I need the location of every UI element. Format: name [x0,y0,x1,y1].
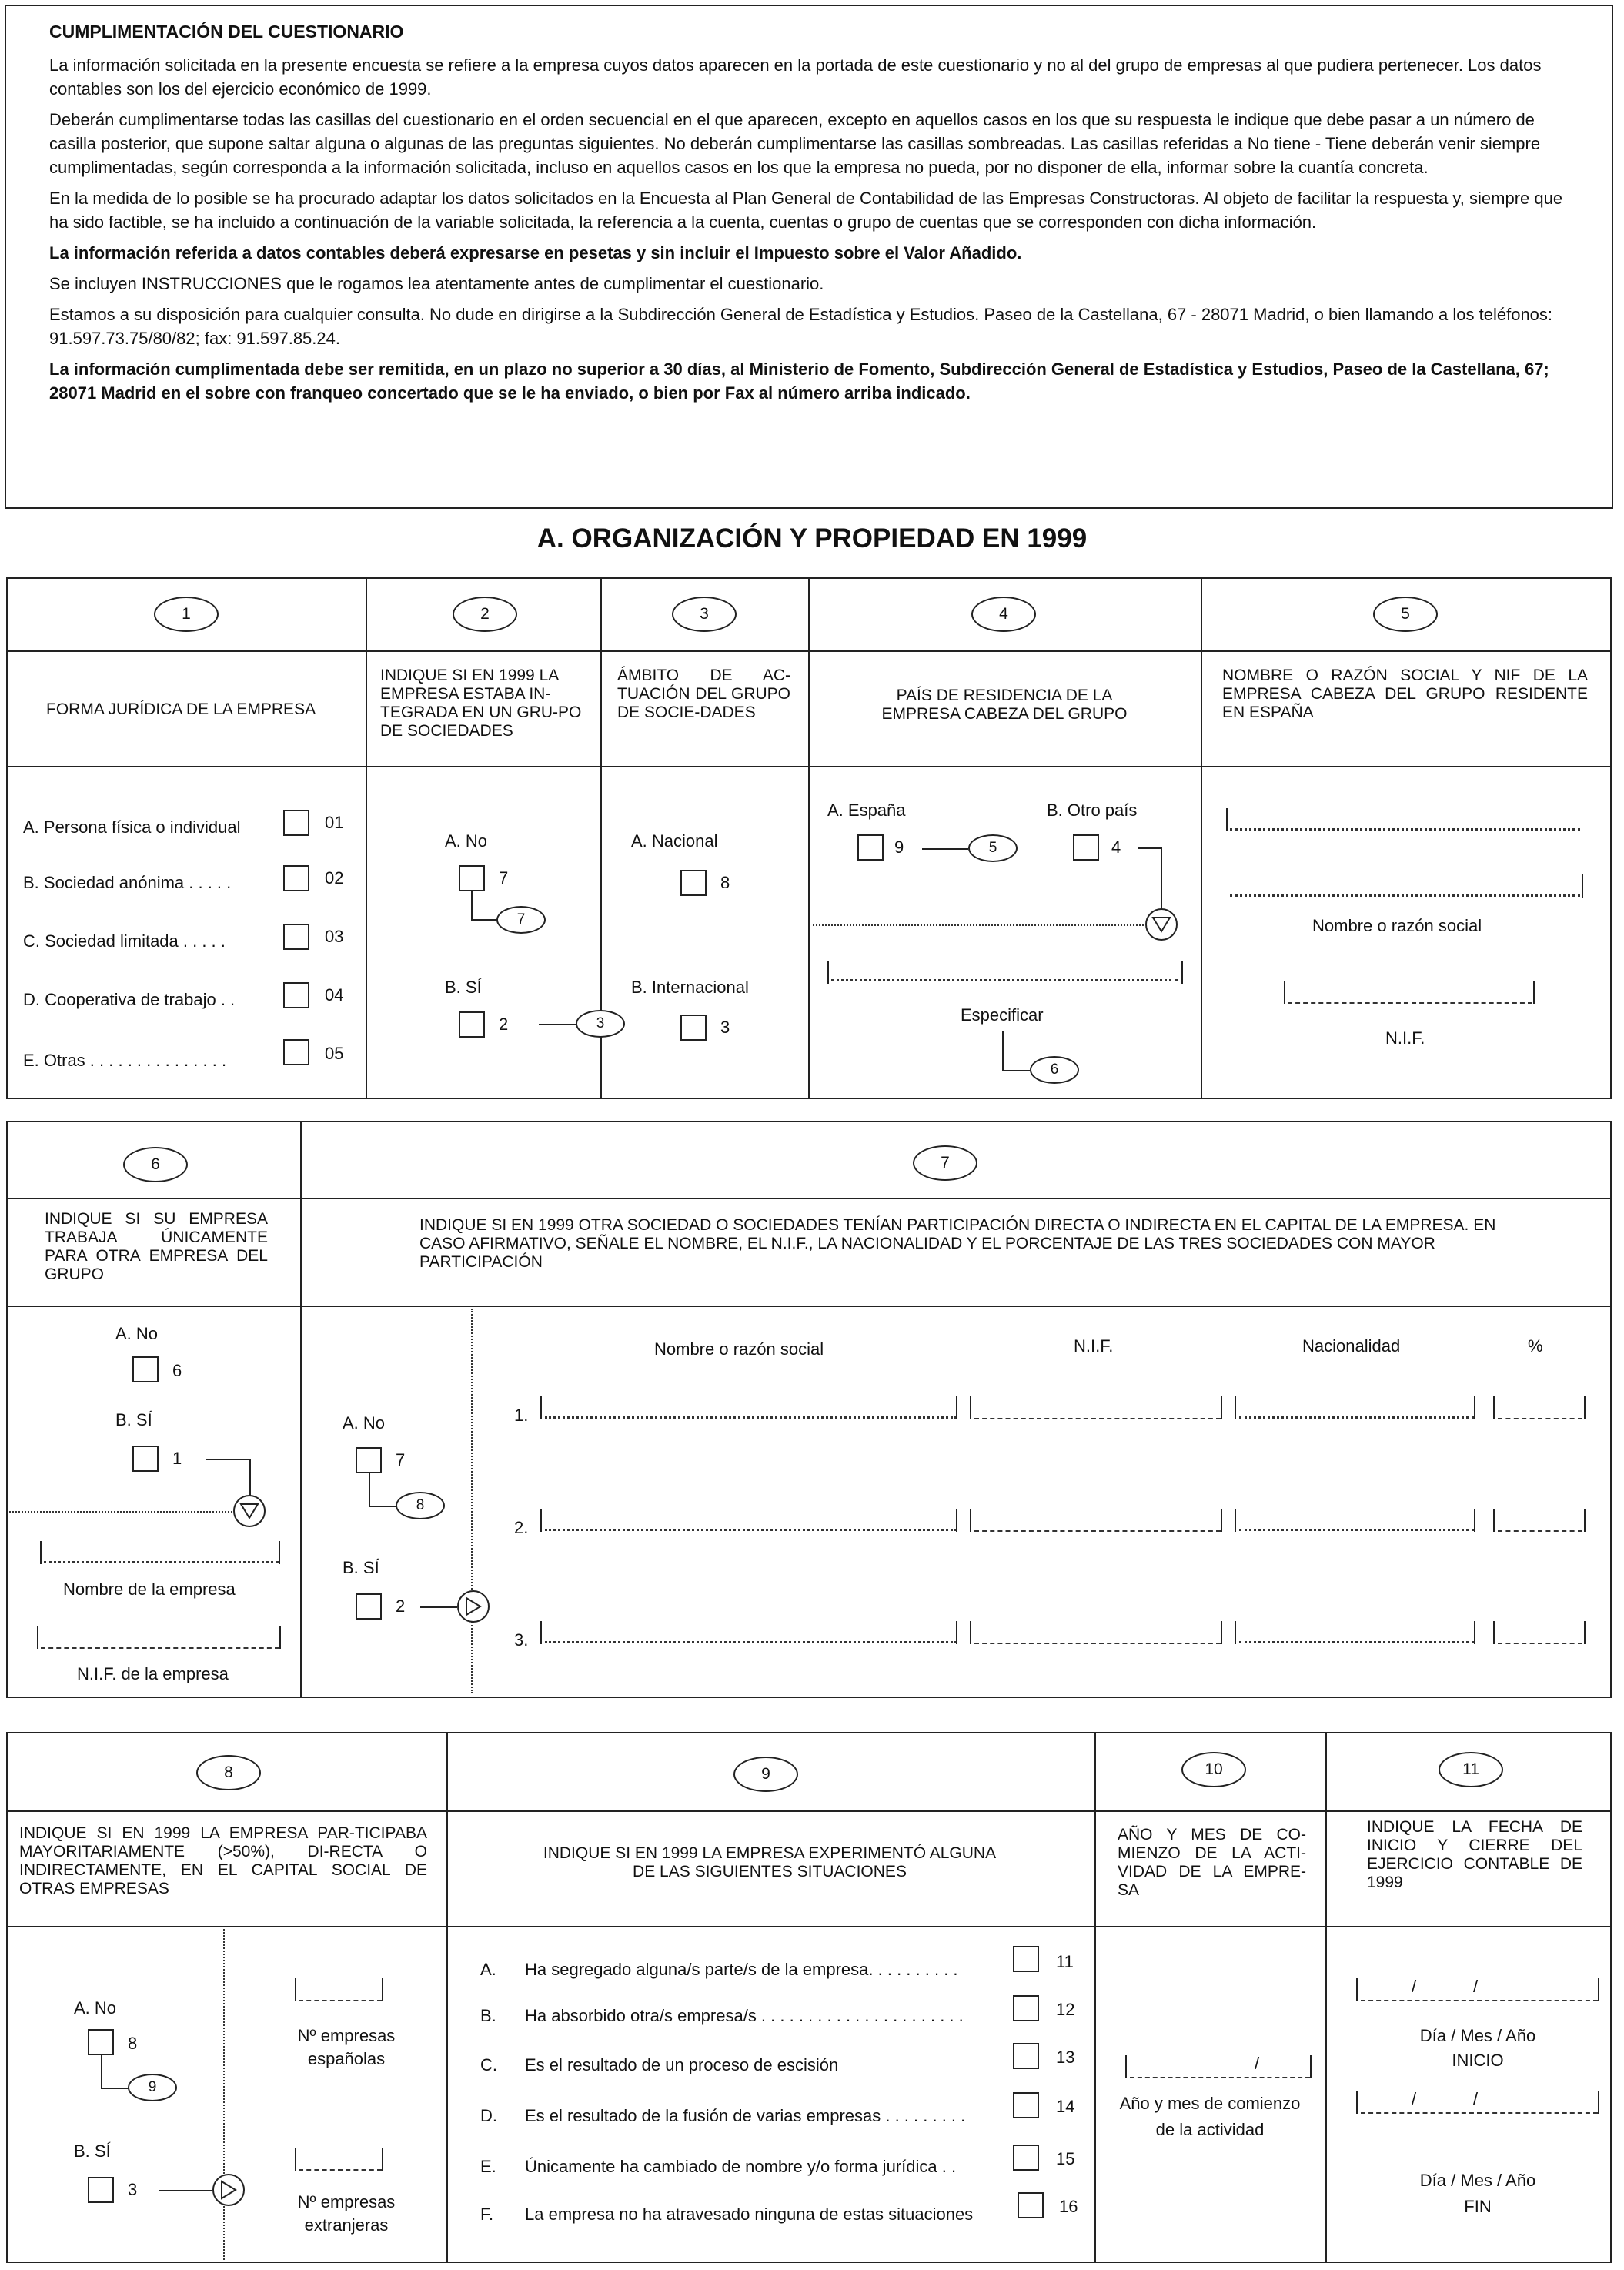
q1-checkbox-01[interactable] [283,810,309,836]
q7-r2-pct-right [1584,1509,1586,1532]
q9-opt-a-letter: A. [480,1960,496,1979]
q7-r1-pct-left [1493,1396,1495,1419]
q5-field1-left [1226,808,1228,831]
q5-nif-field[interactable] [1288,1002,1532,1004]
q8-arrow-line [159,2190,212,2191]
q8-esp-label-1: Nº empresas [297,2026,396,2045]
q6-checkbox-1[interactable] [132,1446,159,1472]
q11-start-field[interactable] [1361,2000,1598,2001]
q6-name-field[interactable] [44,1561,279,1563]
q7-r1-nat-right [1474,1396,1475,1419]
q11-start-right [1598,1978,1599,2001]
q2-code-7: 7 [499,868,509,888]
q1-opt-a: A. Persona física o individual [23,817,241,837]
q4-opt-a: A. España [827,801,906,820]
q2-checkbox-2[interactable] [459,1011,485,1038]
q9-checkbox-14[interactable] [1013,2092,1039,2118]
q6-arrow-line-h [206,1459,251,1460]
q7-row-2: 2. [514,1518,529,1537]
q9-code-12: 12 [1056,2000,1075,2019]
q1-checkbox-04[interactable] [283,982,309,1008]
intro-p6: Estamos a su disposición para cualquier consulta. No dude en dirigirse a la Subdirección General de Estadística y Estudios. Paseo de la Castellana, 67 - 28071 Madrid, o bien llamando a los teléfonos: 91.597.73.75/80/82; fax: 91.597.85.24. [49,305,1553,348]
q11-end-right [1598,2091,1599,2114]
q4-field-left [827,961,829,984]
q8-code-8: 8 [128,2034,138,2053]
q7-r1-nif-right [1221,1396,1222,1419]
q7-r3-nat-right [1474,1621,1475,1644]
q11-header: INDIQUE LA FECHA DE INICIO Y CIERRE DEL EJERCICIO CONTABLE DE 1999 [1367,1818,1582,1891]
q7-dotted-divider [471,1309,473,1693]
q9-checkbox-16[interactable] [1018,2192,1044,2218]
q6-nif-field[interactable] [41,1647,279,1649]
q7-r3-nif-right [1221,1621,1222,1644]
q2-goto-3: 3 [576,1010,625,1038]
row2-divider-top [6,1198,1612,1199]
q10-field-left [1125,2055,1127,2078]
q1-checkbox-02[interactable] [283,865,309,891]
q11-start-slash-2: / [1473,1977,1479,1996]
q7-goto-8: 8 [396,1492,445,1519]
q5-name-label: Nombre o razón social [1312,916,1482,935]
q11-end-fmt: Día / Mes / Año [1419,2171,1536,2190]
q8-checkbox-8[interactable] [88,2029,114,2055]
q4-code-4: 4 [1111,837,1121,857]
q7-r1-name-field[interactable] [545,1416,957,1419]
q8-checkbox-3[interactable] [88,2177,114,2203]
q6-arrow-line-v [249,1459,251,1496]
q4-dotted-separator [813,924,1144,926]
q8-goto-line-v [101,2054,102,2088]
q1-checkbox-05[interactable] [283,1039,309,1065]
q7-opt-b: B. SÍ [343,1558,379,1577]
q5-number: 5 [1373,597,1438,632]
q7-row-3: 3. [514,1630,529,1650]
q3-opt-a: A. Nacional [631,831,718,851]
q9-opt-c-letter: C. [480,2055,497,2074]
q8-number: 8 [196,1755,261,1790]
row3-col2 [1094,1732,1096,2263]
q4-specify-label: Especificar [961,1005,1044,1025]
q9-checkbox-11[interactable] [1013,1946,1039,1972]
q6-header: INDIQUE SI SU EMPRESA TRABAJA ÚNICAMENTE PARA OTRA EMPRESA DEL GRUPO [45,1210,268,1283]
intro-p4: La información referida a datos contables deberá expresarse en pesetas y sin incluir el Impuesto sobre el Valor Añadido. [49,243,1022,262]
q9-opt-a: Ha segregado alguna/s parte/s de la empresa. . . . . . . . . . [525,1960,958,1979]
q11-end-slash-1: / [1412,2089,1417,2108]
q6-code-1: 1 [172,1449,182,1468]
q7-r2-name-right [956,1509,957,1532]
q4-goto-5: 5 [968,834,1018,862]
q11-start-slash-1: / [1412,1977,1417,1996]
q2-header: INDIQUE SI EN 1999 LA EMPRESA ESTABA IN-TEGRADA EN UN GRU-PO DE SOCIEDADES [380,667,582,740]
q1-checkbox-03[interactable] [283,924,309,950]
intro-p3: En la medida de lo posible se ha procurado adaptar los datos solicitados en la Encuesta al Plan General de Contabilidad de las Empresas Constructoras. Al objeto de facilitar la respuesta y, siempre que ha sido factible, se ha incluido a continuación de la variable solicitada, la referencia a la cuenta, cuentas o grupo de cuentas que se corresponden con dicha información. [49,189,1563,232]
q7-r2-nat-right [1474,1509,1475,1532]
q11-end-label: FIN [1464,2197,1492,2216]
q9-code-13: 13 [1056,2048,1075,2067]
q11-number: 11 [1439,1752,1503,1787]
q11-start-left [1356,1978,1358,2001]
q7-arrow-line [420,1606,457,1608]
q7-r2-name-left [540,1509,542,1532]
q2-goto-7: 7 [496,906,546,934]
q7-checkbox-2[interactable] [356,1593,382,1620]
q1-code-05: 05 [325,1044,344,1063]
q2-opt-b: B. SÍ [445,978,482,997]
q8-opt-a: A. No [74,1998,117,2018]
triangle-down-icon [233,1495,266,1527]
q7-r3-nat-left [1235,1621,1236,1644]
q2-number: 2 [453,597,517,632]
q2-code-2: 2 [499,1015,509,1034]
row1-col4 [1201,577,1202,1099]
row3-col1 [446,1732,448,2263]
q7-number: 7 [913,1145,977,1181]
q1-opt-b: B. Sociedad anónima . . . . . [23,873,232,892]
q1-header: FORMA JURÍDICA DE LA EMPRESA [46,700,316,718]
triangle-right-icon [212,2174,245,2206]
row2-box [6,1121,1612,1698]
q4-checkbox-4[interactable] [1073,834,1099,861]
q8-esp-label-2: españolas [307,2049,386,2068]
q5-name-field-2[interactable] [1230,894,1580,897]
row1-col1 [366,577,367,1099]
q9-checkbox-13[interactable] [1013,2043,1039,2069]
q7-r1-nif-field[interactable] [974,1418,1221,1419]
q3-checkbox-3[interactable] [680,1015,707,1041]
q7-r3-pct-right [1584,1621,1586,1644]
q4-arrow-line-h [1138,847,1161,849]
q7-r2-nif-field[interactable] [974,1530,1221,1532]
row2-col1 [300,1121,302,1698]
intro-heading: CUMPLIMENTACIÓN DEL CUESTIONARIO [49,22,404,42]
q4-opt-b: B. Otro país [1047,801,1138,820]
q5-header: NOMBRE O RAZÓN SOCIAL Y NIF DE LA EMPRESA CABEZA DEL GRUPO RESIDENTE EN ESPAÑA [1222,667,1588,721]
q7-r3-nif-field[interactable] [974,1643,1221,1644]
q3-opt-b: B. Internacional [631,978,749,997]
q7-col-nat: Nacionalidad [1302,1336,1401,1356]
q7-r1-nat-field[interactable] [1239,1416,1474,1419]
q7-code-7: 7 [396,1450,406,1469]
row1-col3 [808,577,810,1099]
q7-r2-nif-left [970,1509,971,1532]
q6-number: 6 [123,1147,188,1182]
q9-code-14: 14 [1056,2097,1075,2116]
q7-r1-name-left [540,1396,542,1419]
q4-checkbox-9[interactable] [857,834,884,861]
q8-esp-right [382,1978,383,2001]
q8-ext-label-1: Nº empresas [297,2192,396,2211]
q8-esp-field[interactable] [299,2000,382,2001]
q7-opt-a: A. No [343,1413,386,1433]
q8-opt-b: B. SÍ [74,2141,111,2161]
q9-header: INDIQUE SI EN 1999 LA EMPRESA EXPERIMENTÓ ALGUNA DE LAS SIGUIENTES SITUACIONES [543,1844,997,1881]
q7-r3-name-field[interactable] [545,1641,957,1643]
q7-col-name: Nombre o razón social [654,1339,824,1359]
q1-code-04: 04 [325,985,344,1005]
q6-nif-left [37,1626,38,1649]
intro-p7: La información cumplimentada debe ser remitida, en un plazo no superior a 30 días, al Ministerio de Fomento, Subdirección General de Estadística y Estudios, Paseo de la Castellana, 67; 28071 Madrid en el sobre con franqueo concertado que se le ha enviado, o bien por Fax al número arriba indicado. [49,359,1549,403]
q8-ext-label-2: extranjeras [304,2215,389,2235]
q11-end-slash-2: / [1473,2089,1479,2108]
q4-header: PAÍS DE RESIDENCIA DE LA EMPRESA CABEZA DEL GRUPO [881,687,1128,723]
q2-checkbox-7[interactable] [459,865,485,891]
q10-label-1: Año y mes de comienzo [1119,2094,1301,2113]
q7-r1-name-right [956,1396,957,1419]
q6-name-left [40,1541,42,1564]
q8-ext-field[interactable] [299,2169,382,2171]
q11-end-field[interactable] [1361,2112,1598,2114]
q7-r2-nat-field[interactable] [1239,1529,1474,1531]
q3-code-8: 8 [720,873,730,892]
triangle-right-icon [457,1590,490,1623]
q4-number: 4 [971,597,1036,632]
q8-header: INDIQUE SI EN 1999 LA EMPRESA PAR-TICIPABA MAYORITARIAMENTE (>50%), DI-RECTA O INDIRECTAMENTE, EN EL CAPITAL SOCIAL DE OTRAS EMPRESAS [19,1824,427,1897]
intro-p2: Deberán cumplimentarse todas las casillas del cuestionario en el orden secuencial en el que aparecen, excepto en aquellos casos en los que su respuesta le indique que debe pasar a un número de casilla posterior, que supone saltar alguna o algunas de las preguntas siguientes. No deberán cumplimentarse las casillas sombreadas. Las casillas referidas a No tiene - Tiene deberán venir siempre cumplimentadas, según corresponda a la información solicitada, incluso en aquellos casos en los que la empresa no pueda, por no disponer de ella, informar sobre la cuantía concreta. [49,110,1541,177]
q6-nif-right [279,1626,281,1649]
q5-nif-right [1533,981,1535,1004]
q9-code-11: 11 [1056,1952,1074,1971]
q9-checkbox-12[interactable] [1013,1995,1039,2021]
q8-ext-right [382,2148,383,2171]
q6-name-right [279,1541,280,1564]
q4-field-right [1181,961,1183,984]
q11-end-left [1356,2091,1358,2114]
q7-r3-nat-field[interactable] [1239,1641,1474,1643]
row3-divider-mid [6,1926,1612,1927]
q1-opt-e: E. Otras . . . . . . . . . . . . . . . [23,1051,227,1070]
q4-goto6-line-h [1002,1070,1030,1071]
q6-checkbox-6[interactable] [132,1356,159,1382]
q7-r3-name-right [956,1621,957,1644]
q6-name-label: Nombre de la empresa [63,1580,236,1599]
q9-number: 9 [733,1757,798,1792]
q5-name-field-1[interactable] [1230,828,1580,831]
row3-divider-top [6,1810,1612,1812]
q1-number: 1 [154,597,219,632]
q4-goto-6: 6 [1030,1056,1079,1084]
q3-number: 3 [672,597,737,632]
intro-p5: Se incluyen INSTRUCCIONES que le rogamos lea atentamente antes de cumplimentar el cuestionario. [49,274,824,293]
q7-r2-name-field[interactable] [545,1529,957,1531]
q8-ext-left [295,2148,296,2171]
q1-code-01: 01 [325,813,344,832]
row3-col3 [1325,1732,1327,2263]
q11-start-label: INICIO [1452,2051,1504,2070]
q7-code-2: 2 [396,1596,406,1616]
q7-r3-name-left [540,1621,542,1644]
q9-opt-e-letter: E. [480,2157,496,2176]
q7-r2-pct-field[interactable] [1498,1530,1582,1532]
q10-slash: / [1255,2054,1260,2073]
q10-label-2: de la actividad [1155,2120,1265,2139]
q9-opt-f-letter: F. [480,2205,494,2224]
q8-code-3: 3 [128,2180,138,2199]
q1-code-02: 02 [325,868,344,888]
q5-nif-label: N.I.F. [1385,1028,1425,1048]
q9-opt-b: Ha absorbido otra/s empresa/s . . . . . . . . . . . . . . . . . . . . . . [525,2006,964,2025]
intro-p1: La información solicitada en la presente encuesta se refiere a la empresa cuyos datos aparecen en la portada de este cuestionario y no al del grupo de empresas al que pudiera pertenecer. Los datos contables son los del ejercicio económico de 1999. [49,55,1542,99]
q1-code-03: 03 [325,927,344,946]
q6-code-6: 6 [172,1361,182,1380]
q10-header: AÑO Y MES DE CO-MIENZO DE LA ACTI-VIDAD DE LA EMPRE-SA [1118,1826,1306,1899]
q9-opt-d-letter: D. [480,2106,497,2125]
q4-code-9: 9 [894,837,904,857]
q9-opt-b-letter: B. [480,2006,496,2025]
q9-opt-c: Es el resultado de un proceso de escisión [525,2055,839,2074]
q6-nif-label: N.I.F. de la empresa [77,1664,229,1683]
q4-goto6-line-v [1002,1031,1004,1070]
q7-goto-line-v [369,1472,370,1506]
q3-checkbox-8[interactable] [680,870,707,896]
q7-r3-nif-left [970,1621,971,1644]
q7-r1-pct-field[interactable] [1498,1418,1582,1419]
q7-r2-nif-right [1221,1509,1222,1532]
q9-opt-d: Es el resultado de la fusión de varias empresas . . . . . . . . . [525,2106,966,2125]
q7-row-1: 1. [514,1406,529,1425]
q5-nif-left [1284,981,1285,1004]
q4-arrow-line-v [1161,847,1162,909]
q9-opt-e: Únicamente ha cambiado de nombre y/o forma jurídica . . [525,2157,957,2176]
q7-r2-nat-left [1235,1509,1236,1532]
q2-goto-line [471,891,473,919]
q6-opt-a: A. No [115,1324,159,1343]
q9-opt-f: La empresa no ha atravesado ninguna de estas situaciones [525,2205,974,2224]
section-title: A. ORGANIZACIÓN Y PROPIEDAD EN 1999 [536,523,1088,553]
q7-r3-pct-left [1493,1621,1495,1644]
q3-code-3: 3 [720,1018,730,1037]
row2-divider-mid [6,1306,1612,1307]
q5-field2-right [1582,874,1583,898]
q4-goto5-line [922,848,968,850]
q6-opt-b: B. SÍ [115,1410,152,1429]
q7-r1-nat-left [1235,1396,1236,1419]
q2-opt-a: A. No [445,831,488,851]
q9-code-16: 16 [1059,2197,1078,2216]
q8-goto-9: 9 [128,2074,177,2101]
q9-checkbox-15[interactable] [1013,2145,1039,2171]
q8-goto-line-h [101,2088,129,2089]
q7-r2-pct-left [1493,1509,1495,1532]
q7-r1-nif-left [970,1396,971,1419]
q7-r1-pct-right [1584,1396,1586,1419]
q7-col-nif: N.I.F. [1074,1336,1114,1356]
q7-col-pct: % [1528,1336,1543,1356]
q2-goto-line-h [471,919,497,921]
q8-esp-left [295,1978,296,2001]
q7-checkbox-7[interactable] [356,1447,382,1473]
q4-specify-field[interactable] [831,979,1178,981]
q10-date-field[interactable] [1130,2077,1310,2078]
q1-opt-c: C. Sociedad limitada . . . . . [23,931,226,951]
intro-box [5,5,1613,509]
q2-goto3-line [539,1024,577,1025]
q6-dotted-separator [9,1511,232,1513]
q1-opt-d: D. Cooperativa de trabajo . . [23,990,236,1009]
q10-number: 10 [1181,1752,1246,1787]
q9-code-15: 15 [1056,2149,1075,2168]
triangle-down-icon [1145,908,1178,941]
q3-header: ÁMBITO DE AC-TUACIÓN DEL GRUPO DE SOCIE-DADES [617,667,790,721]
q7-r3-pct-field[interactable] [1498,1643,1582,1644]
q11-start-fmt: Día / Mes / Año [1419,2026,1536,2045]
q8-dotted-divider [223,1929,225,2260]
q10-field-right [1310,2055,1312,2078]
q7-header: INDIQUE SI EN 1999 OTRA SOCIEDAD O SOCIEDADES TENÍAN PARTICIPACIÓN DIRECTA O INDIRECTA EN EL CAPITAL DE LA EMPRESA. EN CASO AFIRMATIVO, SEÑALE EL NOMBRE, EL N.I.F., LA NACIONALIDAD Y EL PORCENTAJE DE LAS TRES SOCIEDADES CON MAYOR PARTICIPACIÓN [419,1216,1496,1271]
